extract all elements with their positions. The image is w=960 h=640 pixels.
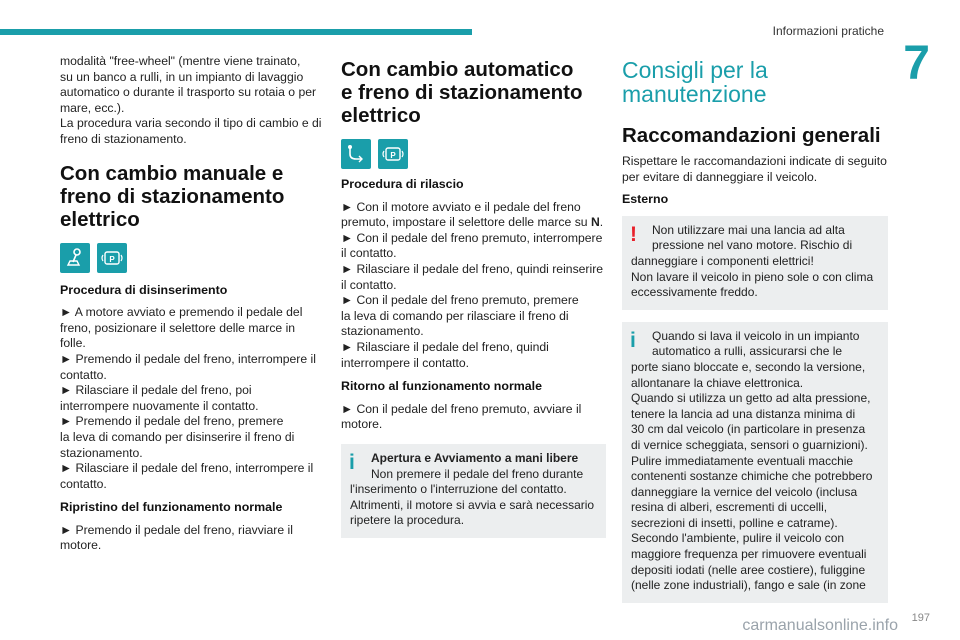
svg-text:P: P <box>390 151 396 160</box>
info-line: Altrimenti, il motore si avvia e sarà necessario <box>350 497 595 512</box>
gear-selector-icon <box>341 139 371 169</box>
info-box-title: Apertura e Avviamento a mani libere <box>371 450 579 465</box>
info-line: automatico a rulli, assicurarsi che le <box>652 344 843 359</box>
subheading-return-normal: Ritorno al funzionamento normale <box>341 379 543 394</box>
heading-general-recommendations: Raccomandazioni generali <box>622 124 881 147</box>
warning-line: danneggiare i componenti elettrici! <box>631 253 814 268</box>
info-line: depositi iodati (nelle aree costiere), fuliggine <box>631 562 866 577</box>
column-3 <box>622 58 888 603</box>
info-line: Quando si utilizza un getto ad alta pressione, <box>631 391 871 406</box>
warning-line: Non utilizzare mai una lancia ad alta <box>652 222 845 237</box>
info-box-washing <box>622 322 888 603</box>
info-line: secrezioni di insetti, polline e catrame). <box>631 515 838 530</box>
info-line: contenenti sostanze chimiche che potrebbero <box>631 469 873 484</box>
step-line: contatto. <box>60 476 107 491</box>
text-line: Rispettare le raccomandazioni indicate di seguito <box>622 154 887 168</box>
page-number: 197 <box>911 612 930 624</box>
heading-line: freno di stazionamento <box>60 184 285 208</box>
step-line: ► Rilasciare il pedale del freno, interrompere il <box>60 461 314 476</box>
step-line: ► Con il motore avviato e il pedale del freno <box>341 199 581 214</box>
heading-line: Con cambio automatico <box>341 58 574 81</box>
info-line: 30 cm dal veicolo (in particolare in presenza <box>631 422 866 437</box>
step-line: motore. <box>341 417 383 432</box>
step-line: ► A motore avviato e premendo il pedale del <box>60 305 303 320</box>
parking-brake-icon <box>378 139 408 169</box>
column-1 <box>60 54 322 554</box>
steps-release <box>341 200 606 372</box>
heading-line: Con cambio manuale e <box>60 161 284 185</box>
gear-lever-icon <box>60 243 90 273</box>
chapter-section-title <box>622 58 888 106</box>
parking-brake-icon <box>97 243 127 273</box>
step-line: ► Con il pedale del freno premuto, premere <box>341 293 579 308</box>
info-line: porte siano bloccate e, secondo la versione, <box>631 359 866 374</box>
steps-disengage <box>60 305 322 492</box>
icon-row <box>341 139 606 169</box>
warning-line: pressione nel vano motore. Rischio di <box>652 238 853 253</box>
warning-icon: ! <box>630 222 637 246</box>
info-line: maggiore frequenza per rimuovere eventuali <box>631 547 867 562</box>
heading-line: elettrico <box>341 104 421 127</box>
info-line: Quando si lava il veicolo in un impianto <box>652 328 860 343</box>
step-line-text: premuto, impostare il selettore delle marce su <box>341 215 588 230</box>
step-line: motore. <box>60 538 102 553</box>
punctuation: . <box>599 215 604 230</box>
header-accent-bar <box>0 29 472 35</box>
section-title: Informazioni pratiche <box>772 24 884 38</box>
info-line: allontanare la chiave elettronica. <box>631 375 804 390</box>
subheading-restore: Ripristino del funzionamento normale <box>60 500 283 515</box>
info-line: tenere la lancia ad una distanza minima di <box>631 406 856 421</box>
warning-line: eccessivamente freddo. <box>631 285 758 300</box>
step-line: ► Rilasciare il pedale del freno, poi <box>60 383 252 398</box>
info-line: danneggiare la vernice del veicolo (inclusa <box>631 484 858 499</box>
step-line: la leva di comando per rilasciare il freno di <box>341 308 569 323</box>
step-line: ► Con il pedale del freno premuto, interrompere <box>341 230 603 245</box>
text-line: La procedura varia secondo il tipo di cambio e di <box>60 116 322 131</box>
text-line: modalità "free-wheel" (mentre viene trainato, <box>60 54 301 68</box>
step-line: freno, posizionare il selettore delle marce in folle. <box>60 320 296 351</box>
subheading-exterior: Esterno <box>622 192 669 207</box>
info-line: Secondo l'ambiente, pulire il veicolo con <box>631 531 845 546</box>
text-line: mare, ecc.). <box>60 100 125 115</box>
chapter-number: 7 <box>903 37 930 90</box>
step-line: ► Rilasciare il pedale del freno, quindi <box>341 339 549 354</box>
text-line: per evitare di danneggiare il veicolo. <box>622 169 818 184</box>
step-line: il contatto. <box>341 277 397 292</box>
info-line: ripetere la procedura. <box>350 513 465 528</box>
info-line: Non premere il pedale del freno durante <box>371 466 584 481</box>
info-box-hands-free <box>341 444 606 538</box>
intro-text <box>60 54 322 148</box>
step-line <box>341 215 606 231</box>
text-line: automatico o durante il trasporto su rotaia o per <box>60 85 317 100</box>
icon-row <box>60 243 322 273</box>
step-line: stazionamento. <box>341 324 424 339</box>
title-line: manutenzione <box>622 81 767 107</box>
step-line: il contatto. <box>341 246 397 261</box>
heading-line: elettrico <box>60 207 140 231</box>
step-line: contatto. <box>60 367 107 382</box>
heading-manual-gearbox <box>60 162 322 231</box>
text-line: freno di stazionamento. <box>60 131 187 146</box>
gear-position-n: N <box>590 215 600 230</box>
heading-line: e freno di stazionamento <box>341 81 583 104</box>
warning-line: Non lavare il veicolo in pieno sole o con clima <box>631 269 874 284</box>
info-line: resina di alberi, escrementi di uccelli, <box>631 500 828 515</box>
info-icon: i <box>349 450 355 474</box>
subheading-disengage: Procedura di disinserimento <box>60 282 228 297</box>
step-line: la leva di comando per disinserire il freno di <box>60 429 295 444</box>
info-line: Pulire immediatamente eventuali macchie <box>631 453 854 468</box>
svg-text:P: P <box>109 254 115 264</box>
step-line: interrompere il contatto. <box>341 355 470 370</box>
text-line: su un banco a rulli, in un impianto di lavaggio <box>60 69 304 84</box>
info-line: l'inserimento o l'interruzione del contatto. <box>350 482 567 497</box>
info-line: (nelle zone industriali), fango e sale (in zone <box>631 578 866 593</box>
step-line: ► Premendo il pedale del freno, premere <box>60 414 284 429</box>
step-line: stazionamento. <box>60 445 143 460</box>
step-line: ► Premendo il pedale del freno, interrompere il <box>60 351 316 366</box>
subheading-release: Procedura di rilascio <box>341 177 464 191</box>
title-line: Consigli per la <box>622 57 768 83</box>
column-2 <box>341 58 606 538</box>
warning-box <box>622 216 888 310</box>
watermark: carmanualsonline.info <box>742 617 898 634</box>
step-line: interrompere nuovamente il contatto. <box>60 398 259 413</box>
info-line: di vernice scheggiata, sensori o guarnizioni). <box>631 437 868 452</box>
heading-automatic-gearbox <box>341 58 606 127</box>
step-line: ► Premendo il pedale del freno, riavviare il <box>60 522 293 537</box>
info-icon: i <box>630 328 636 352</box>
step-line: ► Con il pedale del freno premuto, avviare il <box>341 401 582 416</box>
step-line: ► Rilasciare il pedale del freno, quindi reinserire <box>341 261 604 276</box>
